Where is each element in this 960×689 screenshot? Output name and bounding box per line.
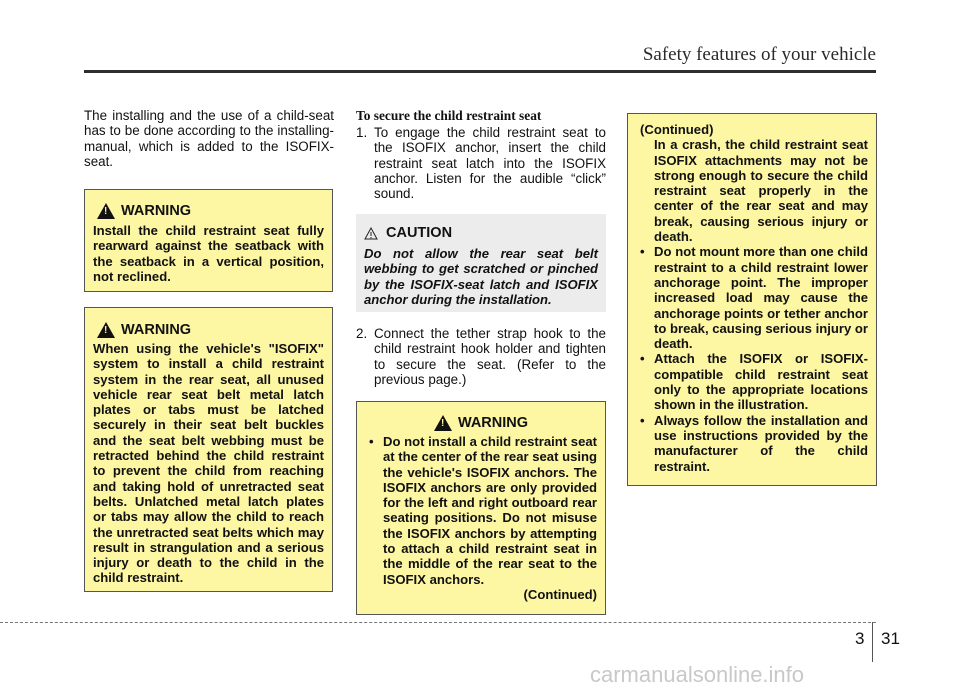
step-text: Connect the tether strap hook to the child restraint hook holder and tighten to secure the seat. (Refer to the previous page.) [374, 326, 606, 387]
step-1 [356, 125, 606, 201]
warning-triangle-icon [434, 415, 452, 431]
list-item: • Attach the ISOFIX or ISOFIX-compatible child restraint seat only to the appropriate locations shown in the illustration. [636, 351, 868, 412]
continued-heading: (Continued) [640, 122, 714, 137]
page-number-separator [872, 622, 873, 662]
warning-triangle-icon [97, 203, 115, 219]
caution-box [356, 214, 606, 312]
footer-dashed-rule [0, 622, 876, 623]
list-item: • Always follow the installation and use instructions provided by the manufacturer of the child restraint. [636, 413, 868, 474]
warning-bullet: • Do not install a child restraint seat at the center of the rear seat using the vehicle's ISOFIX anchors. The ISOFIX anchors are only provided for the left and right outboard rear seating positions. Do not misuse the ISOFIX anchors by attempting to attach a child restraint seat in the middle of the rear seat to the ISOFIX anchors. [365, 434, 597, 587]
caution-title: CAUTION [364, 225, 598, 241]
caution-triangle-icon [364, 227, 378, 240]
warning-title-1: ! WARNING [97, 203, 324, 219]
header-rule [84, 70, 876, 73]
warning-text-1: Install the child restraint seat fully rearward against the seatback with the seatback in a vertical position, not reclined. [93, 223, 324, 284]
continued-paragraph: In a crash, the child restraint seat ISOFIX attachments may not be strong enough to secure the child restraint seat properly in the center of the rear seat and may break, causing serious injury or death. [654, 137, 868, 245]
step-number: 2. [356, 326, 368, 341]
intro-paragraph: The installing and the use of a child-seat has to be done according to the installing-manual, which is added to the ISOFIX-seat. [84, 108, 334, 169]
warning-text-2: When using the vehicle's "ISOFIX" system to install a child restraint system in the rear seat, all unused vehicle rear seat belt metal latch plates or tabs must be latched securely in their seat belt buckles and the seat belt webbing must be retracted behind the child restraint to prevent the child from reaching and taking hold of unretracted seat belts. Unlatched metal latch plates or tabs may allow the child to reach the unretracted seat belts which may result in strangulation and a serious injury or death to the child in the child restraint. [93, 341, 324, 586]
step-text: To engage the child restraint seat to the ISOFIX anchor, insert the child restraint seat latch into the ISOFIX anchor. Listen for the audible “click” sound. [374, 125, 606, 202]
continued-label: (Continued) [523, 586, 597, 602]
warning-box-continued [627, 113, 877, 486]
step-2 [356, 326, 606, 387]
list-item: • Do not mount more than one child restraint to a child restraint lower anchorage point. The improper increased load may cause the anchorage points or tether anchor to break, causing serious injury or death. [636, 244, 868, 351]
section-heading-secure: To secure the child restraint seat [356, 108, 542, 123]
step-number: 1. [356, 125, 368, 140]
caution-text: Do not allow the rear seat belt webbing to get scratched or pinched by the ISOFIX-seat latch and ISOFIX anchor during the installation. [364, 246, 598, 307]
warning-title-2: ! WARNING [97, 322, 324, 338]
page-header-title: Safety features of your vehicle [642, 44, 876, 65]
chapter-number: 3 [855, 629, 865, 648]
warning-title-3: ! WARNING [365, 415, 597, 431]
warning-box-seatback [84, 189, 333, 292]
warning-box-isofix-belts [84, 307, 333, 592]
watermark-text: carmanualsonline.info [590, 662, 805, 687]
warning-triangle-icon [97, 322, 115, 338]
page-number: 31 [881, 629, 900, 648]
warning-box-center-seat [356, 401, 606, 615]
